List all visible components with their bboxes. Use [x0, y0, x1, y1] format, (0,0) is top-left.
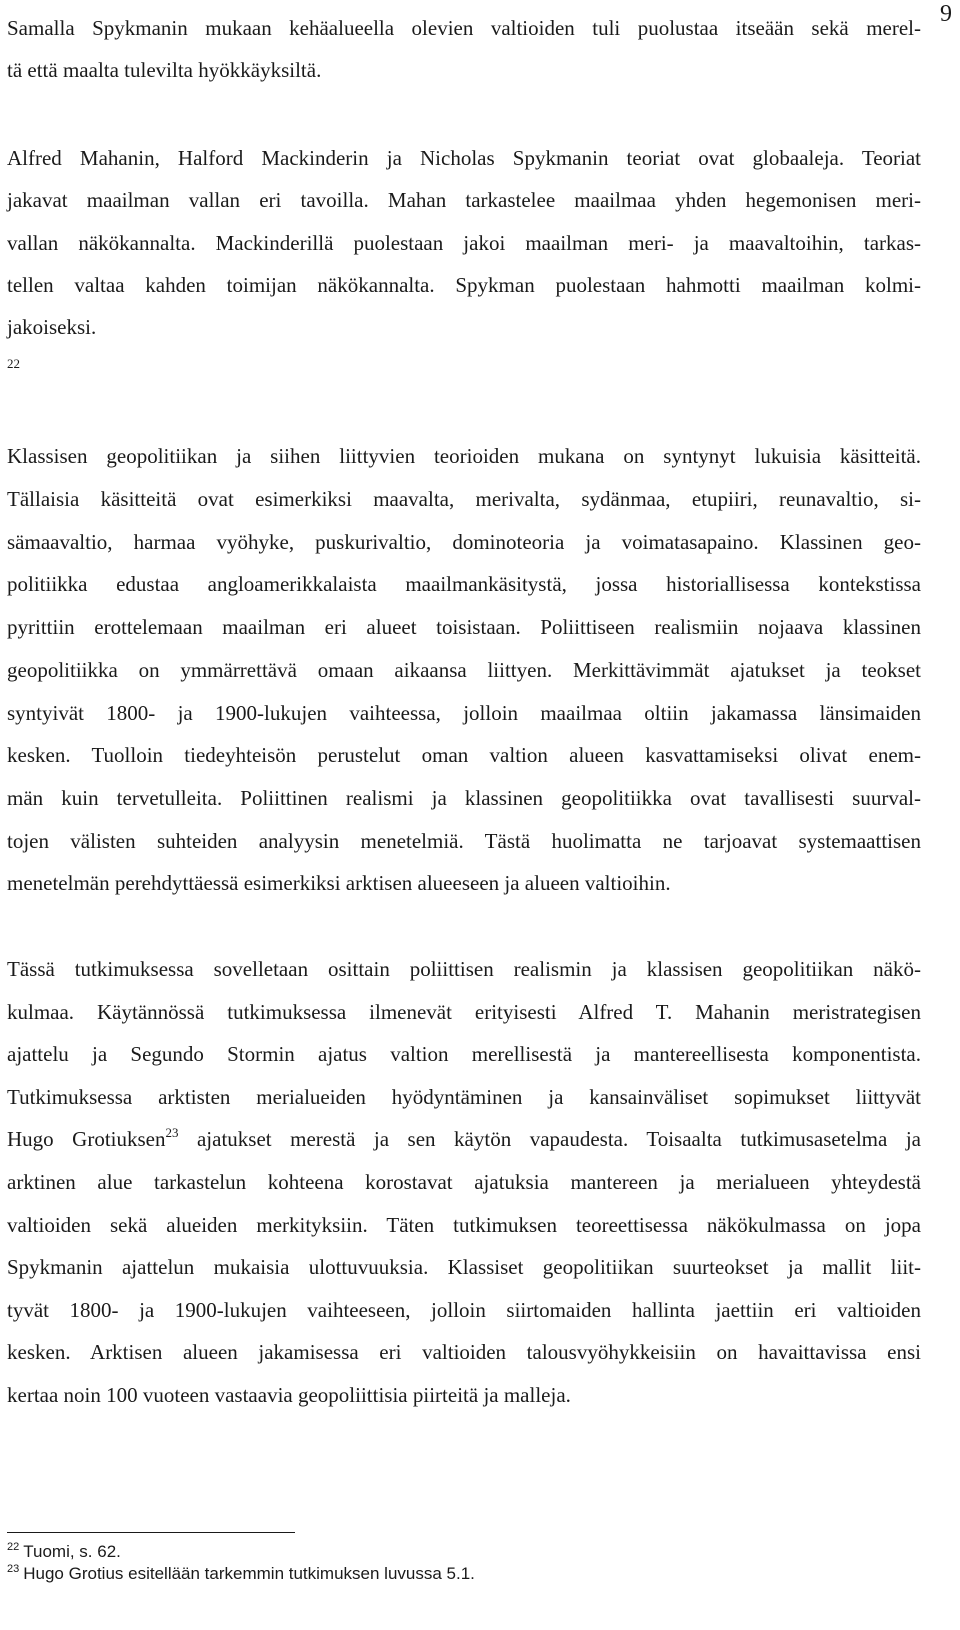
text-line: Tässä tutkimuksessa sovelletaan osittain poliittisen realismin ja klassisen geopolitiikan näkö-	[7, 957, 921, 981]
text-line: kertaa noin 100 vuoteen vastaavia geopoliittisia piirteitä ja malleja.	[7, 1383, 571, 1407]
text-line: tyvät 1800- ja 1900-lukujen vaihteeseen, jolloin siirtomaiden hallinta jaettiin eri valtioiden	[7, 1298, 921, 1322]
text-line: Tutkimuksessa arktisten merialueiden hyödyntäminen ja kansainväliset sopimukset liittyvät	[7, 1085, 921, 1109]
text-line: jakoiseksi.	[7, 315, 97, 339]
text-line: kesken. Tuolloin tiedeyhteisön perustelut oman valtion alueen kasvattamiseksi olivat enem-	[7, 743, 921, 767]
text-line: sämaavaltio, harmaa vyöhyke, puskurivaltio, dominoteoria ja voimatasapaino. Klassinen geo-	[7, 530, 921, 554]
text-line: Spykmanin ajattelun mukaisia ulottuvuuksia. Klassiset geopolitiikan suurteokset ja mallit liit-	[7, 1255, 921, 1279]
text-line: tä että maalta tulevilta hyökkäyksiltä.	[7, 58, 322, 82]
text-line: ajattelu ja Segundo Stormin ajatus valtion merellisestä ja mantereellisesta komponentista.	[7, 1042, 921, 1066]
text-line	[7, 1125, 921, 1153]
text-line: arktinen alue tarkastelun kohteena korostavat ajatuksia mantereen ja merialueen yhteydestä	[7, 1170, 921, 1194]
text-line: jakavat maailman vallan eri tavoilla. Mahan tarkastelee maailmaa yhden hegemonisen meri-	[7, 188, 921, 212]
text-line: geopolitiikka on ymmärrettävä omaan aikaansa liittyen. Merkittävimmät ajatukset ja teokset	[7, 658, 921, 682]
text-line	[7, 356, 921, 384]
footnote-number: 22	[7, 1541, 20, 1553]
page-number: 9	[940, 1, 952, 27]
footnote-22	[7, 1541, 121, 1563]
text-line: vallan näkökannalta. Mackinderillä puolestaan jakoi maailman meri- ja maavaltoihin, tarkas-	[7, 231, 921, 255]
footnote-text: Tuomi, s. 62.	[23, 1542, 121, 1561]
footnote-reference-22[interactable]: 22	[7, 356, 20, 371]
text-line: pyrittiin erottelemaan maailman eri alueet toisistaan. Poliittiseen realismiin nojaava klassinen	[7, 615, 921, 639]
text-run: Hugo Grotiuksen	[7, 1127, 166, 1151]
text-line: valtioiden sekä alueiden merkityksiin. Täten tutkimuksen teoreettisessa näkökulmassa on jopa	[7, 1213, 921, 1237]
text-line: män kuin tervetulleita. Poliittinen realismi ja klassinen geopolitiikka ovat tavallisesti suurval-	[7, 786, 921, 810]
text-line: Tällaisia käsitteitä ovat esimerkiksi maavalta, merivalta, sydänmaa, etupiiri, reunavaltio, si-	[7, 487, 921, 511]
text-line: syntyivät 1800- ja 1900-lukujen vaihteessa, jolloin maailmaa oltiin jakamassa länsimaiden	[7, 701, 921, 725]
footnote-reference-23[interactable]: 23	[165, 1125, 179, 1140]
footnote-text: Hugo Grotius esitellään tarkemmin tutkimuksen luvussa 5.1.	[23, 1564, 475, 1583]
text-line: politiikka edustaa angloamerikkalaista maailmankäsitystä, jossa historiallisessa kontekstissa	[7, 572, 921, 596]
text-line: Samalla Spykmanin mukaan kehäalueella olevien valtioiden tuli puolustaa itseään sekä merel-	[7, 16, 921, 40]
text-line: Alfred Mahanin, Halford Mackinderin ja Nicholas Spykmanin teoriat ovat globaaleja. Teoriat	[7, 146, 921, 170]
text-run: ajatukset merestä ja sen käytön vapaudesta. Toisaalta tutkimusasetelma ja	[178, 1127, 921, 1151]
text-line: kulmaa. Käytännössä tutkimuksessa ilmenevät erityisesti Alfred T. Mahanin meristrategisen	[7, 1000, 921, 1024]
footnote-23	[7, 1563, 475, 1585]
footnote-number: 23	[7, 1563, 20, 1575]
text-line: menetelmän perehdyttäessä esimerkiksi arktisen alueeseen ja alueen valtioihin.	[7, 871, 671, 895]
text-line: kesken. Arktisen alueen jakamisessa eri valtioiden talousvyöhykkeisiin on havaittavissa ensi	[7, 1340, 921, 1364]
text-line: tojen välisten suhteiden analyysin menetelmiä. Tästä huolimatta ne tarjoavat systemaattisen	[7, 829, 921, 853]
footnote-separator	[7, 1532, 295, 1533]
text-line: Klassisen geopolitiikan ja siihen liittyvien teorioiden mukana on syntynyt lukuisia käsitteitä.	[7, 444, 921, 468]
text-line: tellen valtaa kahden toimijan näkökannalta. Spykman puolestaan hahmotti maailman kolmi-	[7, 273, 921, 297]
